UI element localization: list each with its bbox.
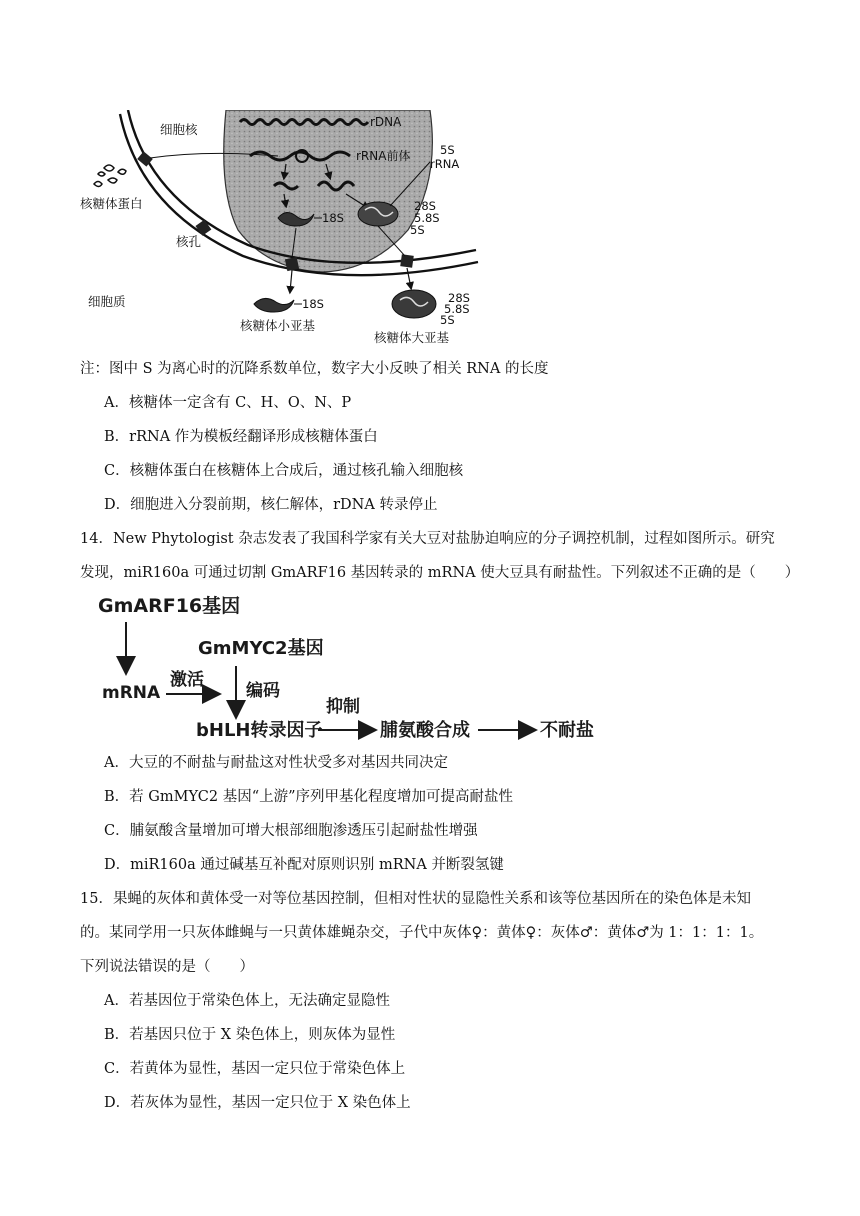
label-rdna: rDNA <box>370 115 402 129</box>
q13-option-b: B．rRNA 作为模板经翻译形成核糖体蛋白 <box>104 429 378 445</box>
q15-stem-line3: 下列说法错误的是（ ） <box>80 959 254 975</box>
label-large-subunit: 核糖体大亚基 <box>374 330 450 345</box>
label-ribosomal-protein: 核糖体蛋白 <box>80 196 143 211</box>
flow-tf: bHLH转录因子 <box>196 720 323 740</box>
q15-option-b: B．若基因只位于 X 染色体上，则灰体为显性 <box>104 1027 396 1043</box>
q14-option-b: B．若 GmMYC2 基因“上游”序列甲基化程度增加可提高耐盐性 <box>104 789 514 805</box>
label-5s-rrna-bottom: rRNA <box>430 157 460 171</box>
label-small-subunit: 核糖体小亚基 <box>240 318 316 333</box>
label-5-8s-inner: 5.8S <box>414 211 440 225</box>
label-18s-inner: 18S <box>322 211 344 225</box>
small-subunit-shape <box>254 298 294 312</box>
label-18s-outer: 18S <box>302 297 324 311</box>
inner-large-subunit <box>358 202 398 226</box>
flow-gene1: GmARF16基因 <box>98 595 241 617</box>
label-5s-inner: 5S <box>410 223 425 237</box>
q13-option-c: C．核糖体蛋白在核糖体上合成后，通过核孔输入细胞核 <box>104 463 464 479</box>
flow-inhibit: 抑制 <box>326 697 360 717</box>
flow-encode: 编码 <box>246 681 280 701</box>
flow-activate: 激活 <box>170 670 204 690</box>
q14-stem-line2: 发现，miR160a 可通过切割 GmARF16 基因转录的 mRNA 使大豆具有耐盐性。下列叙述不正确的是（ ） <box>80 565 800 581</box>
q15-stem-line1: 15．果蝇的灰体和黄体受一对等位基因控制，但相对性状的显隐性关系和该等位基因所在的染色体是未知 <box>80 891 751 907</box>
q14-option-c: C．脯氨酸含量增加可增大根部细胞渗透压引起耐盐性增强 <box>104 823 478 839</box>
label-cytoplasm: 细胞质 <box>88 294 126 309</box>
label-5s-rrna-top: 5S <box>440 143 455 157</box>
large-subunit-shape <box>392 290 436 318</box>
q15-option-c: C．若黄体为显性，基因一定只位于常染色体上 <box>104 1061 406 1077</box>
q14-option-d: D．miR160a 通过碱基互补配对原则识别 mRNA 并断裂氢键 <box>104 857 504 873</box>
flow-result: 不耐盐 <box>540 720 594 740</box>
label-28s-inner: 28S <box>414 199 436 213</box>
q15-stem-line2: 的。某同学用一只灰体雌蝇与一只黄体雄蝇杂交，子代中灰体♀：黄体♀：灰体♂：黄体♂为 1：1：1：1。 <box>80 925 764 941</box>
salt-tolerance-flow-diagram <box>96 590 606 740</box>
label-5-8s-outer: 5.8S <box>444 302 470 316</box>
label-rrna-precursor: rRNA前体 <box>356 149 411 163</box>
q14-option-a: A．大豆的不耐盐与耐盐这对性状受多对基因共同决定 <box>104 755 448 771</box>
label-5s-outer: 5S <box>440 313 455 327</box>
flow-proline: 脯氨酸合成 <box>380 720 470 740</box>
q13-option-a: A．核糖体一定含有 C、H、O、N、P <box>104 395 352 411</box>
q13-option-d: D．细胞进入分裂前期，核仁解体，rDNA 转录停止 <box>104 497 438 513</box>
q15-option-d: D．若灰体为显性，基因一定只位于 X 染色体上 <box>104 1095 411 1111</box>
q15-option-a: A．若基因位于常染色体上，无法确定显隐性 <box>104 993 390 1009</box>
q14-stem-line1: 14．New Phytologist 杂志发表了我国科学家有关大豆对盐胁迫响应的分子调控机制，过程如图所示。研究 <box>80 531 775 547</box>
ribosome-assembly-figure <box>78 110 483 348</box>
flow-mrna: mRNA <box>102 683 161 703</box>
figure-note: 注：图中 S 为离心时的沉降系数单位，数字大小反映了相关 RNA 的长度 <box>80 361 549 377</box>
label-28s-outer: 28S <box>448 291 470 305</box>
ribosomal-protein-cluster <box>94 165 126 187</box>
nuclear-pore <box>400 254 414 268</box>
label-nucleus: 细胞核 <box>160 122 198 137</box>
nuclear-pore <box>285 257 299 271</box>
label-nuclear-pore: 核孔 <box>176 234 202 249</box>
flow-gene2: GmMYC2基因 <box>198 638 324 659</box>
